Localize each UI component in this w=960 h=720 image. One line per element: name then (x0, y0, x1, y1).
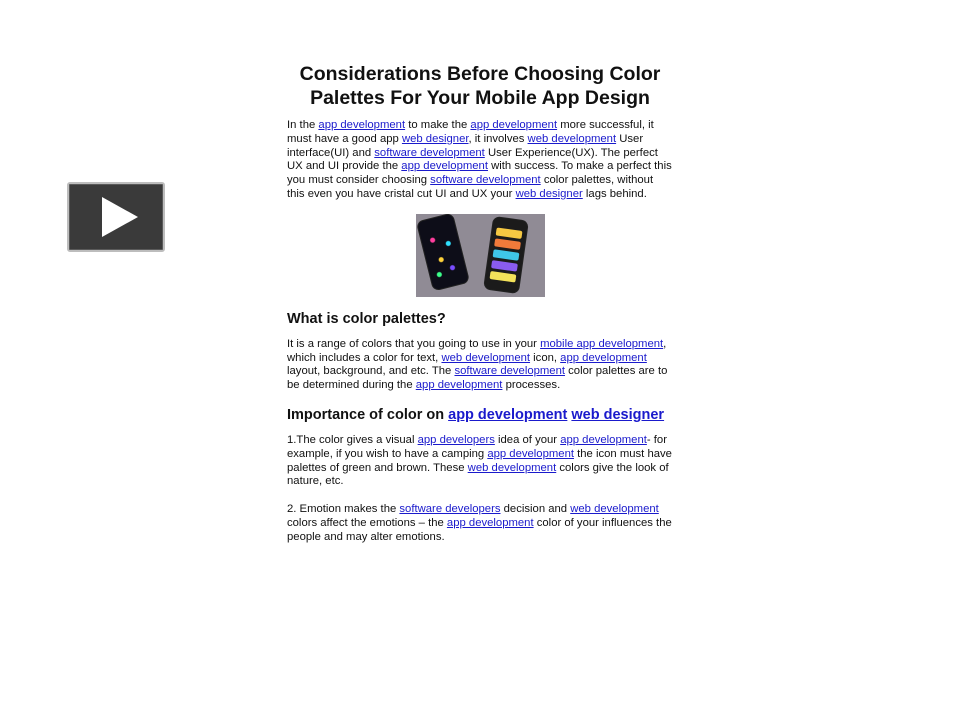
text-run: User interface(UI) and (287, 132, 644, 159)
app-screenshot-image (416, 214, 545, 297)
importance-point-1 (287, 434, 673, 489)
text-run: , it involves (468, 132, 528, 145)
page-title: Considerations Before Choosing Color Palettes For Your Mobile App Design (299, 63, 661, 109)
text-run: color palettes, without this even you have cristal cut UI and UX your (287, 174, 654, 200)
section-heading-color-palettes: What is color palettes? (287, 310, 446, 327)
hyperlink[interactable]: app development (487, 447, 574, 460)
text-run: with success. To make a perfect this you must consider choosing (287, 160, 672, 187)
phone-mockup-left (416, 214, 470, 292)
hyperlink[interactable]: app development (446, 516, 534, 529)
hyperlink[interactable]: web development (441, 351, 531, 364)
hyperlink[interactable]: web designer (401, 132, 469, 145)
hyperlink[interactable]: software developers (399, 503, 501, 516)
color-band (493, 249, 520, 261)
text-run: processes. (502, 379, 561, 392)
hyperlink[interactable]: web development (467, 461, 557, 474)
color-band (494, 238, 521, 250)
text-run: more successful, it must have a good app (287, 119, 654, 145)
text-run: Importance of color on (287, 406, 449, 423)
text-run: color palettes are to be determined during the (287, 365, 668, 392)
text-run: , which includes a color for text, (287, 337, 667, 364)
text-run: the icon must have palettes of green and brown. These (287, 447, 672, 474)
hyperlink[interactable]: app developers (417, 433, 495, 446)
text-run: colors give the look of nature, etc. (287, 461, 669, 488)
text-run: layout, background, and etc. The (287, 365, 455, 378)
hyperlink[interactable]: web designer (571, 406, 665, 423)
text-run: - for example, if you wish to have a camping (287, 433, 667, 460)
color-band (490, 271, 517, 283)
color-band (496, 227, 523, 239)
document (287, 62, 673, 545)
hyperlink[interactable]: app development (318, 119, 406, 131)
text-run: colors affect the emotions – the (287, 516, 447, 529)
text-run: User Experience(UX). The perfect UX and UI provide the (287, 146, 658, 173)
hyperlink[interactable]: web development (527, 132, 617, 145)
hyperlink[interactable]: app development (560, 433, 647, 446)
hyperlink[interactable]: app development (470, 119, 558, 131)
text-run: lags behind. (582, 187, 647, 200)
hyperlink[interactable]: web designer (515, 187, 583, 200)
importance-point-2 (287, 503, 673, 544)
hyperlink[interactable]: software development (430, 174, 541, 187)
phone-mockup-right (483, 216, 529, 294)
text-run: It is a range of colors that you going to use in your (287, 337, 541, 350)
hyperlink[interactable]: app development (415, 379, 503, 392)
hyperlink[interactable]: software development (454, 365, 566, 378)
text-run: icon, (530, 351, 561, 364)
text-run: idea of your (494, 433, 561, 446)
hyperlink[interactable]: web development (570, 503, 659, 516)
hyperlink[interactable]: mobile app development (540, 337, 664, 350)
video-play-button[interactable] (67, 182, 165, 252)
hyperlink[interactable]: app development (401, 160, 488, 173)
text-run: 2. Emotion makes the (287, 503, 400, 516)
color-band (491, 260, 518, 272)
color-palettes-paragraph (287, 338, 673, 393)
hyperlink[interactable]: app development (448, 406, 568, 423)
intro-paragraph (287, 119, 673, 202)
hyperlink[interactable]: software development (374, 146, 485, 159)
text-run: 1.The color gives a visual (287, 433, 418, 446)
play-icon (69, 184, 163, 250)
hyperlink[interactable]: app development (560, 351, 647, 364)
text-run: In the (287, 119, 319, 131)
text-run: to make the (405, 119, 471, 131)
text-run: color of your influences the people and may alter emotions. (287, 516, 672, 543)
text-run: decision and (500, 503, 571, 516)
section-heading-importance (287, 406, 673, 424)
